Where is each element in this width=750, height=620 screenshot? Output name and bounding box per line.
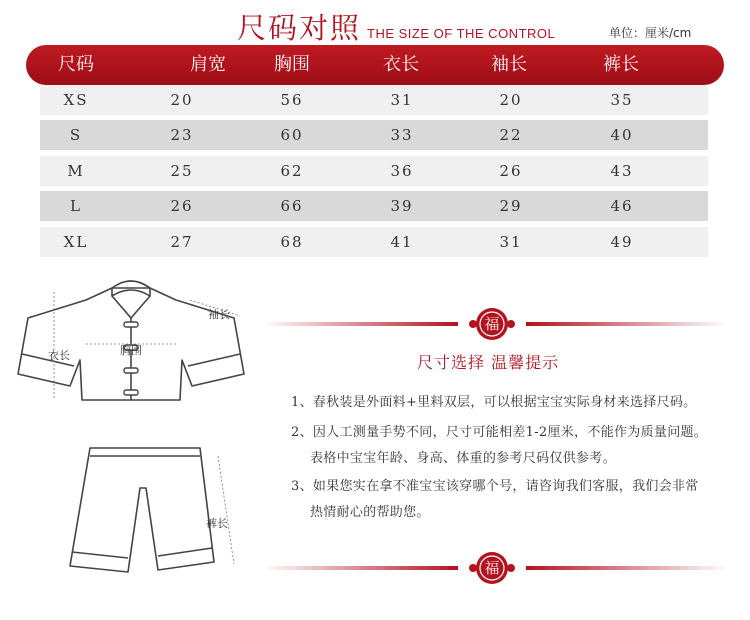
header-size: 尺码 bbox=[58, 54, 94, 75]
cell-sleeve: 26 bbox=[499, 162, 523, 180]
cell-pants: 43 bbox=[610, 162, 634, 180]
table-row bbox=[40, 227, 708, 257]
cell-chest: 62 bbox=[280, 162, 304, 180]
body-length-label: 衣长 bbox=[48, 349, 70, 362]
cell-shoulder: 20 bbox=[170, 91, 194, 109]
chest-label: 胸围 bbox=[120, 344, 142, 357]
unit-label: 单位：厘米/cm bbox=[609, 26, 692, 40]
cell-length: 41 bbox=[390, 233, 414, 251]
cell-shoulder: 27 bbox=[170, 233, 194, 251]
cell-chest: 56 bbox=[280, 91, 304, 109]
header-length: 衣长 bbox=[383, 54, 419, 75]
header-pants: 裤长 bbox=[603, 54, 639, 75]
title-chinese: 尺码对照 bbox=[237, 11, 362, 45]
cell-size: M bbox=[67, 162, 85, 180]
page-title bbox=[237, 6, 555, 46]
table-row bbox=[40, 156, 708, 186]
cell-pants: 35 bbox=[610, 91, 634, 109]
cell-shoulder: 26 bbox=[170, 197, 194, 215]
tip-item: 热情耐心的帮助您。 bbox=[310, 505, 430, 520]
cell-pants: 40 bbox=[610, 126, 634, 144]
pants-length-label: 裤长 bbox=[206, 517, 228, 530]
cell-length: 36 bbox=[390, 162, 414, 180]
cell-chest: 60 bbox=[280, 126, 304, 144]
cell-sleeve: 31 bbox=[499, 233, 523, 251]
tip-item: 3、如果您实在拿不准宝宝该穿哪个号，请咨询我们客服，我们会非常 bbox=[291, 479, 699, 494]
cell-chest: 68 bbox=[280, 233, 304, 251]
title-english: THE SIZE OF THE CONTROL bbox=[367, 26, 556, 41]
header-chest: 胸围 bbox=[274, 54, 310, 75]
fu-seal-bottom-char: 福 bbox=[484, 559, 500, 577]
cell-length: 33 bbox=[390, 126, 414, 144]
tip-item: 表格中宝宝年龄、身高、体重的参考尺码仅供参考。 bbox=[310, 451, 616, 466]
cell-pants: 49 bbox=[610, 233, 634, 251]
cell-size: S bbox=[69, 126, 83, 144]
table-row bbox=[40, 191, 708, 221]
garment-diagram bbox=[0, 270, 260, 616]
cell-sleeve: 20 bbox=[499, 91, 523, 109]
tips-title: 尺寸选择 温馨提示 bbox=[417, 353, 560, 372]
header-sleeve: 袖长 bbox=[491, 54, 527, 75]
cell-length: 39 bbox=[390, 197, 414, 215]
cell-length: 31 bbox=[390, 91, 414, 109]
cell-size: L bbox=[70, 197, 82, 215]
header-shoulder: 肩宽 bbox=[190, 54, 226, 75]
cell-size: XS bbox=[63, 91, 89, 109]
tip-item: 1、春秋装是外面料+里料双层，可以根据宝宝实际身材来选择尺码。 bbox=[291, 395, 697, 410]
fu-seal-top-char: 福 bbox=[484, 315, 500, 333]
table-header bbox=[26, 45, 724, 85]
cell-sleeve: 29 bbox=[499, 197, 523, 215]
sleeve-length-label: 袖长 bbox=[208, 308, 230, 321]
cell-chest: 66 bbox=[280, 197, 304, 215]
cell-pants: 46 bbox=[610, 197, 634, 215]
cell-shoulder: 23 bbox=[170, 126, 194, 144]
cell-sleeve: 22 bbox=[499, 126, 523, 144]
tip-item: 2、因人工测量手势不同，尺寸可能相差1-2厘米，不能作为质量问题。 bbox=[291, 425, 708, 440]
table-row bbox=[40, 120, 708, 150]
cell-shoulder: 25 bbox=[170, 162, 194, 180]
table-row bbox=[40, 85, 708, 115]
cell-size: XL bbox=[63, 233, 89, 251]
